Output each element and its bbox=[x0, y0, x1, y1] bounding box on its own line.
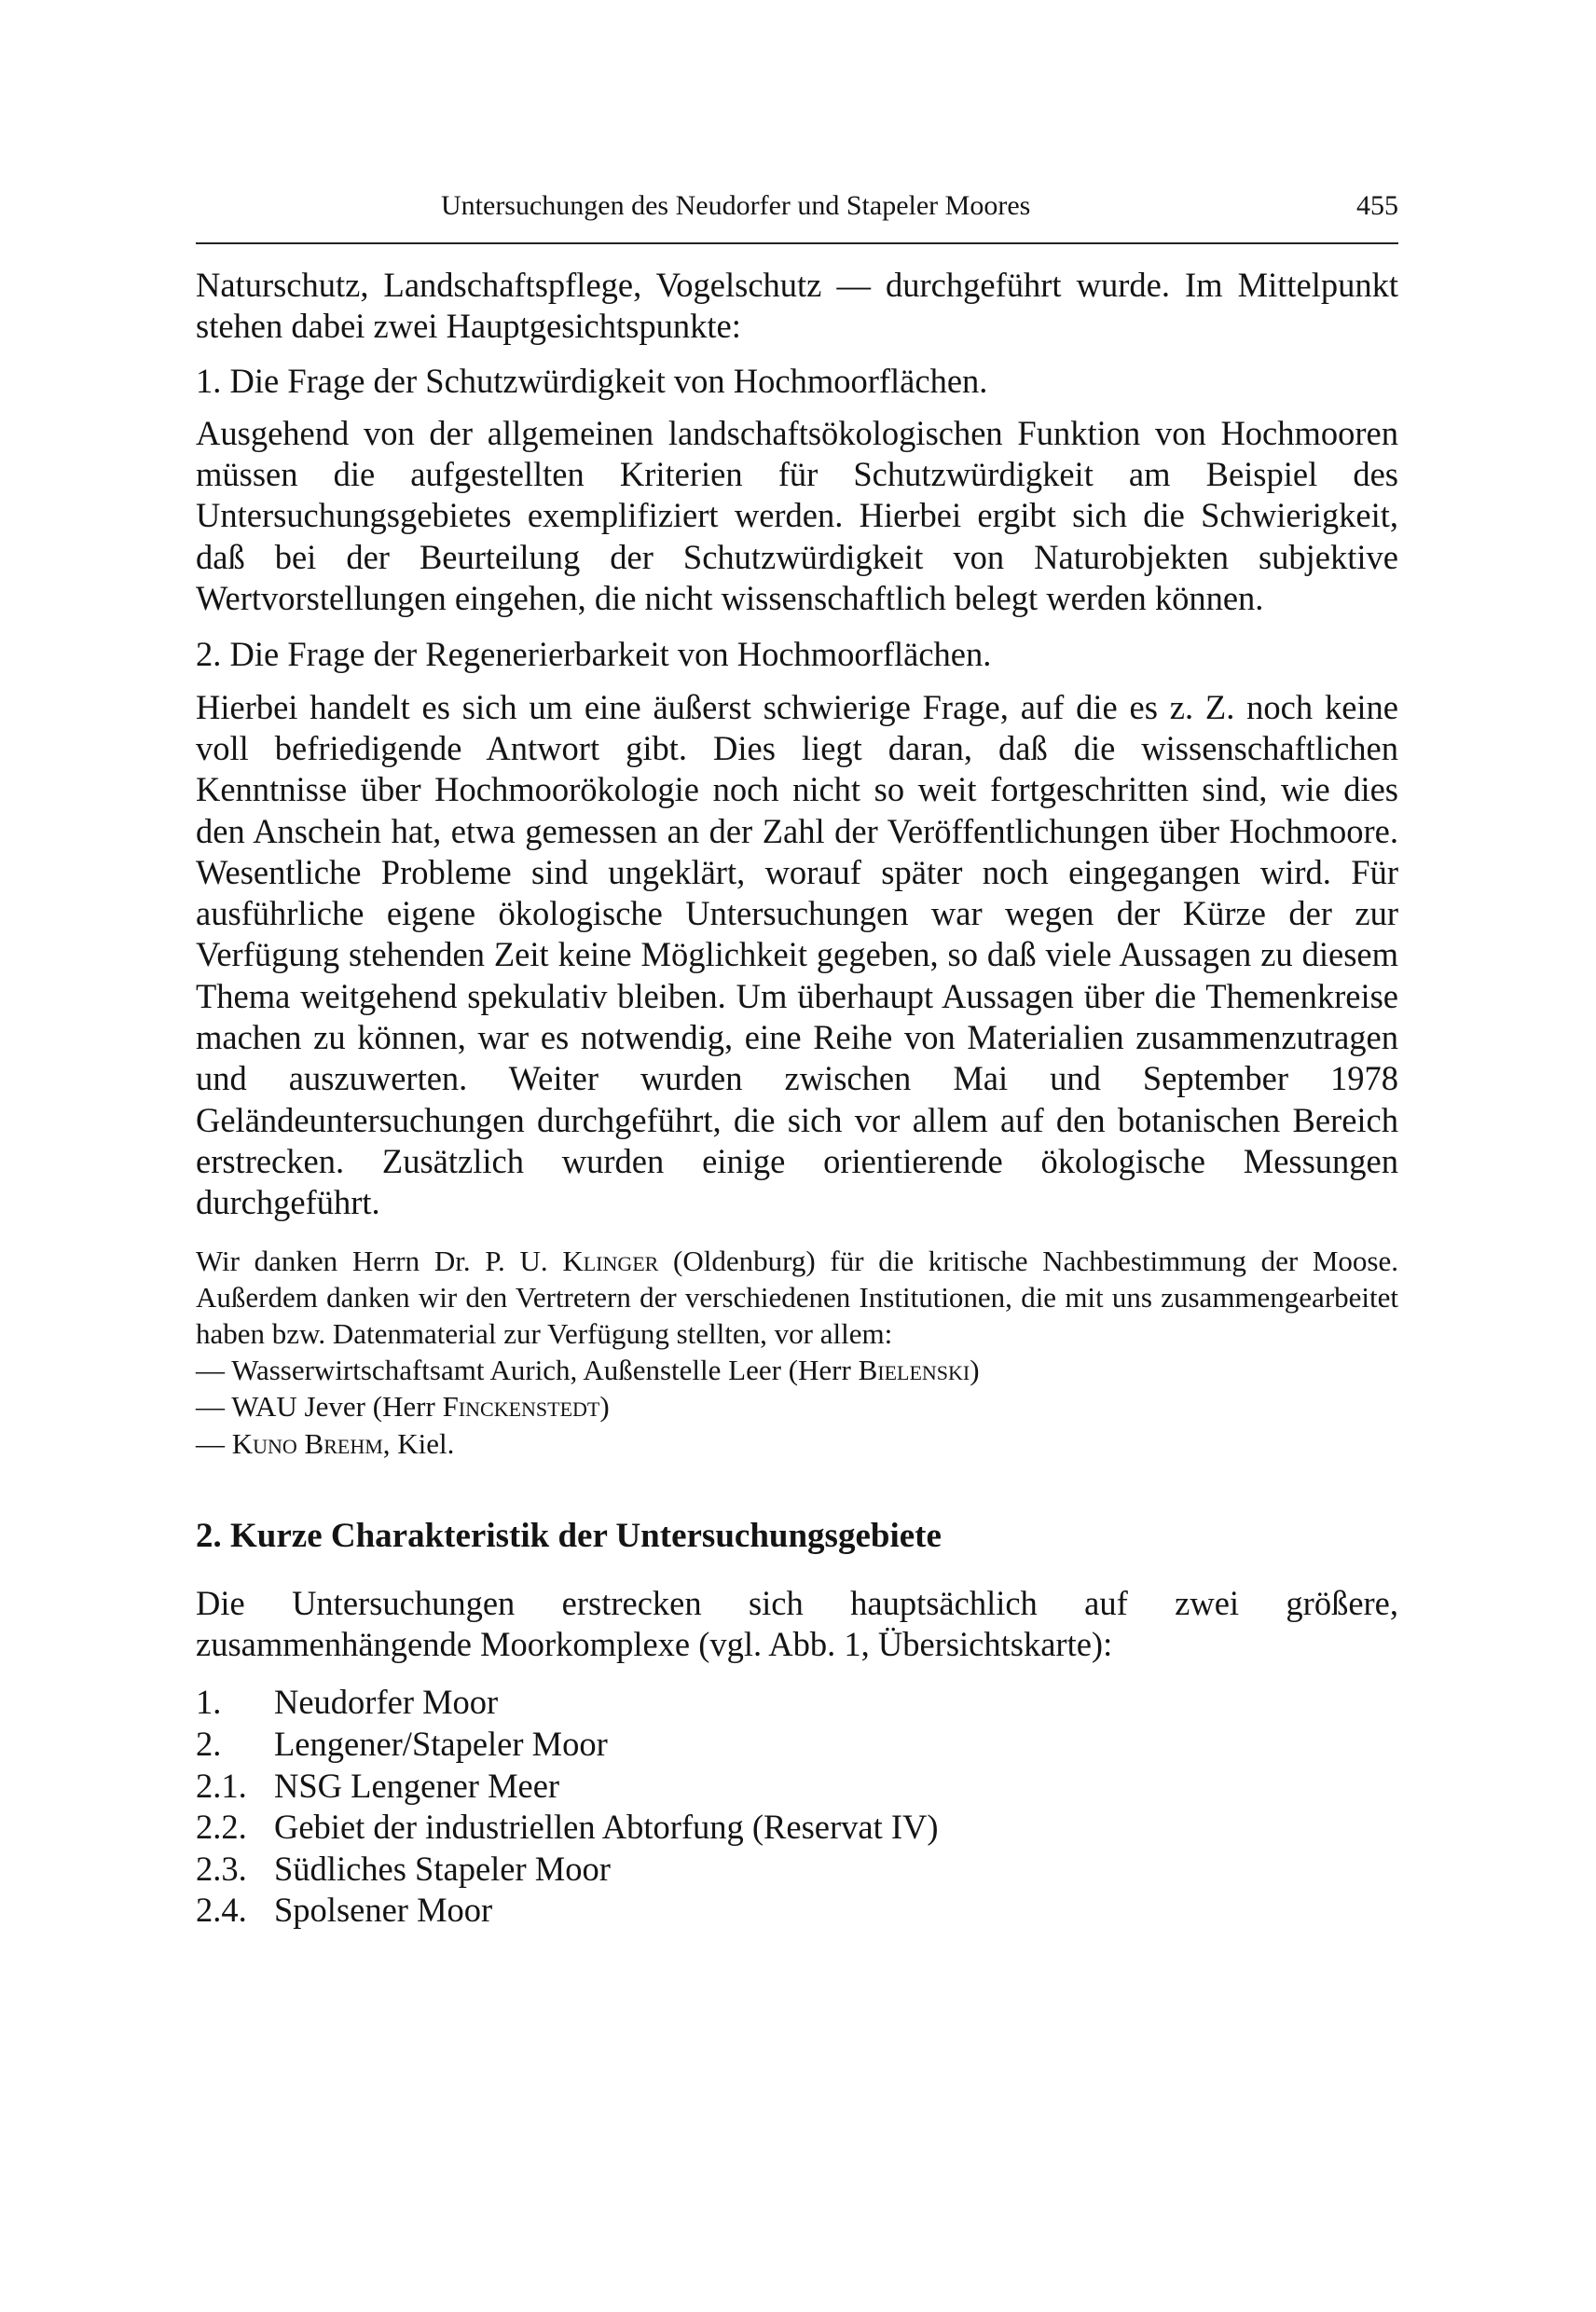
ack-item bbox=[196, 1388, 1398, 1424]
ack-item bbox=[196, 1352, 1398, 1388]
acknowledgement-text bbox=[196, 1243, 1398, 1353]
list-item-number: 2. bbox=[196, 1724, 222, 1763]
ack-item-post: ) bbox=[599, 1390, 610, 1424]
ack-item-pre: — Wasserwirtschaftsamt Aurich, Außenstelle Leer (Herr bbox=[196, 1354, 859, 1387]
list-item-label: Neudorfer Moor bbox=[274, 1683, 499, 1722]
ack-pre: Wir danken Herrn Dr. P. U. bbox=[196, 1244, 563, 1277]
ack-item bbox=[196, 1425, 1398, 1462]
section-2-intro: Die Untersuchungen erstrecken sich hauptsächlich auf zwei größere, zusammenhängende Moorkomplexe (vgl. Abb. 1, Übersichtskarte): bbox=[196, 1583, 1398, 1664]
list-item-number: 2.3. bbox=[196, 1849, 247, 1888]
page bbox=[196, 186, 1398, 1932]
ack-item-name: Bielenski bbox=[858, 1354, 970, 1387]
ack-item-name: Kuno Brehm bbox=[231, 1426, 383, 1460]
list-item bbox=[196, 1890, 1398, 1932]
point-2-heading: 2. Die Frage der Regenerierbarkeit von Hochmoorflächen. bbox=[196, 635, 992, 674]
list-item-number: 2.4. bbox=[196, 1891, 247, 1930]
ack-item-post: ) bbox=[970, 1354, 980, 1387]
point-1-text: Ausgehend von der allgemeinen landschaftsökologischen Funktion von Hochmooren müssen die aufgestellten Kriterien für Schutzwürdigkeit am Beispiel des Untersuchungsgebietes exemplifiziert werden. Hierbei ergibt sich die Schwierigkeit, daß bei der Beurteilung der Schutzwürdigkeit von Naturobjekten subjektive Wertvorstellungen eingehen, die nicht wissenschaftlich belegt werden können. bbox=[196, 413, 1398, 618]
point-2-text: Hierbei handelt es sich um eine äußerst schwierige Frage, auf die es z. Z. noch keine voll befriedigende Antwort gibt. Dies liegt daran, daß die wissenschaftlichen Kenntnisse über Hochmoorökologie noch nicht so weit fortgeschritten sind, wie dies den Anschein hat, etwa gemessen an der Zahl der Veröffentlichungen über Hochmoore. Wesentliche Probleme sind ungeklärt, worauf später noch eingegangen wird. Für ausführliche eigene ökologische Untersuchungen war wegen der Kürze der zur Verfügung stehenden Zeit keine Möglichkeit gegeben, so daß viele Aussagen zu diesem Thema weitgehend spekulativ bleiben. Um überhaupt Aussagen über die Themenkreise machen zu können, war es notwendig, eine Reihe von Materialien zusammenzutragen und auszuwerten. Weiter wurden zwischen Mai und September 1978 Geländeuntersuchungen durchgeführt, die sich vor allem auf den botanischen Bereich erstrecken. Zusätzlich wurden einige orientierende ökologische Messungen durchgeführt. bbox=[196, 687, 1398, 1222]
list-item-label: Gebiet der industriellen Abtorfung (Reservat IV) bbox=[274, 1808, 939, 1847]
list-item-number: 2.1. bbox=[196, 1766, 247, 1805]
section-2-body bbox=[196, 1583, 1398, 1666]
list-item-label: Lengener/Stapeler Moor bbox=[274, 1724, 608, 1763]
list-item bbox=[196, 1766, 1398, 1808]
list-item-label: Spolsener Moor bbox=[274, 1891, 493, 1930]
section-heading: 2. Kurze Charakteristik der Untersuchungsgebiete bbox=[196, 1516, 942, 1555]
list-item-number: 2.2. bbox=[196, 1808, 247, 1847]
ack-item-post: , Kiel. bbox=[382, 1426, 455, 1460]
list-item bbox=[196, 1849, 1398, 1891]
header-rule bbox=[196, 242, 1398, 244]
ack-item-pre: — bbox=[196, 1426, 232, 1460]
list-item-label: Südliches Stapeler Moor bbox=[274, 1849, 611, 1888]
list-item bbox=[196, 1807, 1398, 1849]
running-head-title: Untersuchungen des Neudorfer und Stapeler Moores bbox=[441, 190, 1031, 221]
acknowledgement bbox=[196, 1243, 1398, 1462]
list-item-label: NSG Lengener Meer bbox=[274, 1766, 560, 1805]
study-area-list bbox=[196, 1682, 1398, 1932]
page-number: 455 bbox=[1356, 190, 1398, 221]
list-item bbox=[196, 1682, 1398, 1724]
point-1-heading: 1. Die Frage der Schutzwürdigkeit von Hochmoorflächen. bbox=[196, 361, 988, 400]
ack-name-klinger: Klinger bbox=[562, 1244, 659, 1277]
body-text bbox=[196, 265, 1398, 1224]
ack-item-pre: — WAU Jever (Herr bbox=[196, 1390, 443, 1424]
list-item-number: 1. bbox=[196, 1683, 222, 1722]
ack-post: (Oldenburg) für die kritische Nachbestimmung der Moose. Außerdem danken wir den Vertretern der verschiedenen Institutionen, die mit uns zusammengearbeitet haben bzw. Datenmaterial zur Verfügung stellten, vor allem: bbox=[196, 1244, 1398, 1350]
ack-item-name: Finckenstedt bbox=[442, 1390, 600, 1424]
list-item bbox=[196, 1724, 1398, 1766]
intro-paragraph: Naturschutz, Landschaftspflege, Vogelschutz — durchgeführt wurde. Im Mittelpunkt stehen dabei zwei Hauptgesichtspunkte: bbox=[196, 266, 1398, 346]
running-head bbox=[196, 186, 1398, 239]
